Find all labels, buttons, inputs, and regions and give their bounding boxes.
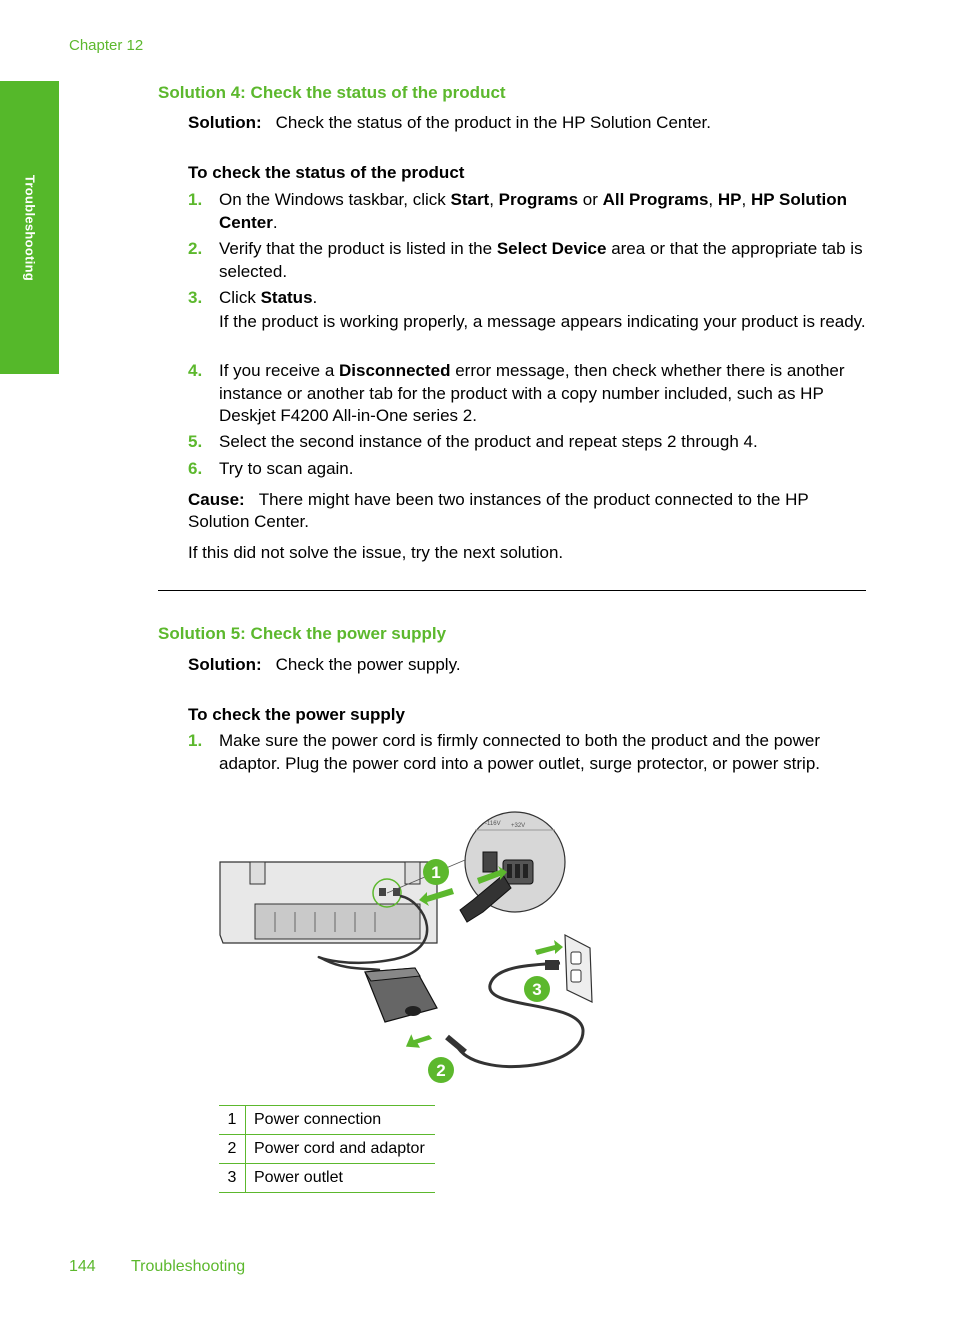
step-text [219, 360, 868, 428]
legend-row [219, 1164, 435, 1193]
step-text-run: , [708, 190, 718, 209]
step-number: 3. [188, 288, 203, 307]
step-text-run: Click [219, 288, 261, 307]
svg-text:3: 3 [532, 980, 542, 999]
step-text-run: area or that the appropriate tab is selected. [219, 239, 863, 281]
step-text-run: error message, then check whether there is another instance or another tab for the product with a copy number included, such as HP Deskjet F4200 All-in-One series 2. [219, 361, 845, 425]
step-text-run: Verify that the product is listed in the [219, 239, 497, 258]
wall-outlet [545, 935, 592, 1002]
step-text-run: Select the second instance of the product and repeat steps 2 through 4. [219, 432, 758, 451]
cause-label: Cause: [188, 490, 245, 509]
step-1 [188, 730, 868, 775]
legend-number: 1 [219, 1106, 246, 1135]
solution4-procedure-title: To check the status of the product [188, 163, 465, 182]
solution4-next: If this did not solve the issue, try the next solution. [188, 543, 564, 562]
step-ui-term: HP Solution Center [219, 190, 847, 232]
step-text [219, 458, 868, 481]
legend-number: 3 [219, 1164, 246, 1193]
step-text-run: On the Windows taskbar, click [219, 190, 451, 209]
power-connection-illustration [215, 800, 600, 1090]
step-ui-term: Select Device [496, 239, 607, 258]
step-ui-term: Programs [498, 190, 579, 209]
side-tab [0, 81, 59, 374]
callout-3 [524, 976, 550, 1002]
voltage-label: -116V [485, 821, 501, 827]
step-text [219, 238, 868, 283]
step-1 [188, 189, 868, 234]
legend-number: 2 [219, 1135, 246, 1164]
legend-row [219, 1106, 435, 1135]
step-ui-term: HP [717, 190, 742, 209]
solution5-solution [188, 654, 868, 676]
step-ui-term: Disconnected [339, 361, 451, 380]
printer-rear-view [220, 862, 437, 943]
step-ui-term: Status [260, 288, 313, 307]
legend-label: Power outlet [246, 1164, 436, 1193]
step-text [219, 730, 868, 775]
footer-section: Troubleshooting [131, 1258, 246, 1275]
chapter-label: Chapter 12 [69, 37, 144, 54]
legend-row [219, 1135, 435, 1164]
step-number: 4. [188, 361, 203, 380]
step-number: 2. [188, 239, 203, 258]
callout-1 [423, 859, 449, 885]
step-text-run: Make sure the power cord is firmly connected to both the product and the power adaptor. Plug the power cord into a power outlet, surge protector, or power strip. [219, 731, 821, 773]
solution-label: Solution: [188, 655, 262, 674]
step-number: 1. [188, 731, 203, 750]
step-text [219, 189, 868, 234]
step-ui-term: Start [450, 190, 490, 209]
step-2 [188, 238, 868, 283]
step-text-run: or [578, 190, 603, 209]
step-text-run: . [272, 212, 278, 232]
cause-text: There might have been two instances of the product connected to the HP Solution Center. [188, 490, 809, 531]
legend-label: Power connection [246, 1106, 436, 1135]
solution5-heading: Solution 5: Check the power supply [158, 624, 447, 643]
solution4-solution [188, 112, 868, 134]
voltage-label-2: +32V [511, 823, 526, 829]
side-tab-label: Troubleshooting [22, 174, 37, 281]
step-text-run: , [741, 190, 751, 209]
step-6 [188, 458, 868, 481]
solution4-cause [188, 489, 868, 533]
step-3 [188, 287, 868, 333]
step-text [219, 287, 868, 310]
step-ui-term: All Programs [602, 190, 709, 209]
step-text-run: Try to scan again. [219, 459, 354, 478]
section-divider [158, 590, 866, 591]
solution-label: Solution: [188, 113, 262, 132]
svg-text:2: 2 [436, 1061, 446, 1080]
figure-legend [219, 1105, 435, 1193]
step-text-run: If you receive a [219, 361, 340, 380]
step-text-run: . [312, 288, 318, 307]
step-number: 5. [188, 432, 203, 451]
solution-text: Check the status of the product in the HP Solution Center. [275, 113, 711, 132]
step-number: 1. [188, 190, 203, 209]
callout-2 [428, 1057, 454, 1083]
step-4 [188, 360, 868, 428]
power-adaptor [365, 968, 437, 1022]
step-5 [188, 431, 868, 454]
svg-text:1: 1 [431, 863, 441, 882]
legend-label: Power cord and adaptor [246, 1135, 436, 1164]
solution5-procedure-title: To check the power supply [188, 705, 405, 724]
step-number: 6. [188, 459, 203, 478]
solution4-heading: Solution 4: Check the status of the product [158, 83, 506, 102]
page-number: 144 [69, 1258, 96, 1275]
step-text-run: , [489, 190, 499, 209]
solution-text: Check the power supply. [275, 655, 461, 674]
step-note: If the product is working properly, a message appears indicating your product is ready. [219, 311, 866, 331]
step-text [219, 431, 868, 454]
